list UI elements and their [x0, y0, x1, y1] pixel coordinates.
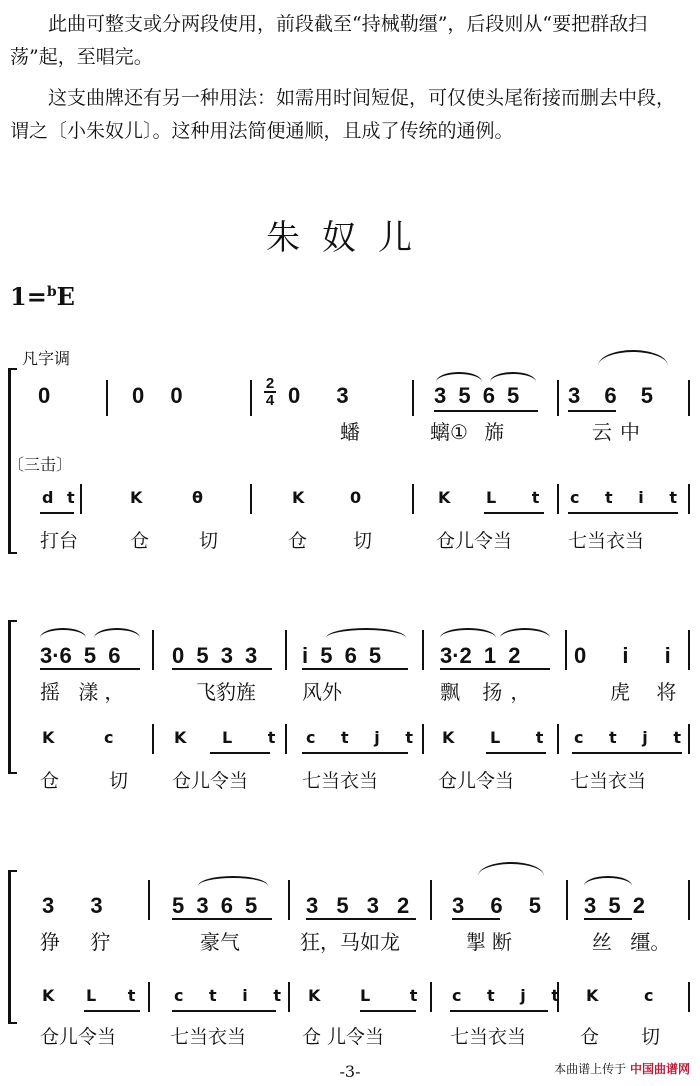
intro-paragraph-1: 此曲可整支或分两段使用，前段截至“持械勒缰”，后段则从“要把群敌扫荡”起，至唱完。	[10, 13, 648, 68]
score-title: 朱奴儿	[266, 218, 434, 258]
barline	[688, 380, 690, 416]
barline	[688, 724, 690, 754]
lyric: 丝 缰。	[592, 930, 671, 954]
barline	[688, 484, 690, 514]
underline	[172, 668, 272, 670]
slur	[326, 628, 406, 638]
underline	[434, 410, 538, 412]
lyric: 螭① 旆	[430, 420, 505, 444]
percussion-notes: d t	[42, 488, 75, 507]
barline	[80, 484, 82, 514]
underline	[486, 752, 546, 754]
percussion-lyric: 仓 切	[40, 770, 129, 792]
lyric: 狂，马如龙	[300, 930, 400, 954]
key-signature: 1=$^b$E	[10, 282, 75, 311]
barline	[688, 982, 690, 1012]
barline	[285, 630, 287, 670]
measure-notes: 3 5 6 5	[434, 383, 520, 408]
underline	[568, 410, 616, 412]
underline	[450, 1010, 548, 1012]
underline	[210, 752, 270, 754]
underline	[84, 1010, 140, 1012]
source-watermark: 本曲谱上传于 中国曲谱网	[554, 1062, 690, 1076]
lyric: 掣断	[466, 930, 518, 954]
percussion-lyric: 仓儿令当	[436, 530, 513, 552]
page-number: -3-	[339, 1062, 361, 1081]
underline	[572, 752, 682, 754]
underline	[172, 1010, 276, 1012]
percussion-lyric: 七当衣当	[450, 1026, 527, 1048]
measure-notes: 0 i i	[574, 643, 671, 668]
percussion-notes: K c	[42, 728, 114, 747]
percussion-notes: K L t	[42, 986, 136, 1005]
percussion-label: 〔三击〕	[8, 455, 73, 474]
barline	[152, 724, 154, 754]
percussion-lyric: 七当衣当	[570, 770, 647, 792]
percussion-notes: c t j t	[306, 728, 413, 747]
barline	[106, 380, 108, 416]
measure-notes: i 5 6 5	[302, 643, 382, 668]
measure-notes: 3 5 2	[584, 893, 645, 918]
barline	[557, 380, 559, 416]
measure-notes: 3·6 5 6	[40, 643, 121, 668]
mode-label: 凡字调	[22, 349, 71, 368]
measure-notes: 0 3	[288, 383, 349, 408]
barline	[430, 880, 432, 920]
measure-notes: 5 3 6 5	[172, 893, 258, 918]
lyric: 云中	[592, 420, 648, 444]
slur	[584, 876, 632, 886]
slur	[598, 350, 668, 366]
measure-notes: 0 0	[132, 383, 183, 408]
percussion-notes: K θ	[130, 488, 203, 507]
percussion-lyric: 仓 切	[130, 530, 219, 552]
underline	[440, 668, 550, 670]
percussion-notes: K L t	[442, 728, 544, 747]
measure-notes: 3 6 5	[452, 893, 541, 918]
barline	[250, 380, 252, 416]
barline	[422, 630, 424, 670]
percussion-notes: K L t	[308, 986, 418, 1005]
measure-notes: 3 6 5	[568, 383, 653, 408]
lyric: 虎 将	[610, 680, 677, 704]
barline	[288, 880, 290, 920]
percussion-notes: K c	[586, 986, 654, 1005]
percussion-lyric: 七当衣当	[568, 530, 645, 552]
percussion-notes: K 0	[292, 488, 362, 507]
lyric: 狰 狞	[40, 930, 111, 954]
percussion-notes: c t i t	[570, 488, 677, 507]
measure-notes: 0	[38, 383, 51, 408]
barline	[557, 724, 559, 754]
percussion-notes: c t j t	[452, 986, 559, 1005]
percussion-lyric: 仓 切	[580, 1026, 661, 1048]
underline	[484, 512, 544, 514]
percussion-notes: c t i t	[174, 986, 281, 1005]
underline	[302, 668, 408, 670]
measure-notes: 3 5 3 2	[306, 893, 410, 918]
system-brace	[8, 368, 17, 554]
percussion-lyric: 仓儿令当	[172, 770, 249, 792]
barline	[557, 484, 559, 514]
barline	[688, 630, 690, 670]
underline	[40, 668, 140, 670]
lyric: 飞豹旌	[196, 680, 256, 704]
percussion-lyric: 仓儿令当	[438, 770, 515, 792]
percussion-lyric: 仓儿令当	[40, 1026, 117, 1048]
underline	[172, 918, 272, 920]
slur	[40, 628, 86, 638]
barline	[152, 630, 154, 670]
percussion-notes: K L t	[174, 728, 276, 747]
system-brace	[8, 620, 17, 774]
measure-notes: 0 5 3 3	[172, 643, 258, 668]
lyric: 豪气	[200, 930, 240, 954]
barline	[688, 880, 690, 920]
time-signature: 2 4	[265, 375, 275, 409]
slur	[490, 372, 536, 382]
percussion-lyric: 打台	[40, 530, 79, 552]
barline	[285, 724, 287, 754]
slur	[198, 876, 268, 886]
underline	[302, 752, 408, 754]
barline	[422, 724, 424, 754]
percussion-notes: c t j t	[574, 728, 681, 747]
underline	[452, 918, 500, 920]
barline	[565, 630, 567, 670]
intro-paragraph-2: 这支曲牌还有另一种用法：如需用时间短促，可仅使头尾衔接而删去中段，谓之〔小朱奴儿〕。这种用法简便通顺，且成了传统的通例。	[10, 87, 676, 142]
percussion-notes: K L t	[438, 488, 540, 507]
lyric: 摇 漾，	[40, 680, 131, 704]
percussion-lyric: 仓 切	[288, 530, 373, 552]
underline	[584, 918, 632, 920]
barline	[288, 982, 290, 1012]
barline	[250, 484, 252, 514]
percussion-lyric: 仓 儿令当	[302, 1026, 385, 1048]
slur	[436, 372, 482, 382]
slur	[500, 628, 550, 638]
percussion-lyric: 七当衣当	[170, 1026, 247, 1048]
slur	[478, 862, 544, 876]
lyric: 飘 扬，	[440, 680, 539, 704]
barline	[566, 880, 568, 920]
lyric: 风外	[302, 680, 342, 704]
measure-notes: 3 3	[42, 893, 103, 918]
slur	[440, 628, 496, 638]
percussion-lyric: 七当衣当	[302, 770, 379, 792]
underline	[40, 512, 74, 514]
underline	[306, 918, 416, 920]
system-brace	[8, 870, 17, 1024]
barline	[148, 880, 150, 920]
lyric: 蟠	[340, 420, 360, 444]
underline	[360, 1010, 416, 1012]
barline	[430, 982, 432, 1012]
barline	[148, 982, 150, 1012]
measure-notes: 3·2 1 2	[440, 643, 521, 668]
barline	[412, 484, 414, 514]
slur	[94, 628, 140, 638]
underline	[568, 512, 678, 514]
barline	[412, 380, 414, 416]
